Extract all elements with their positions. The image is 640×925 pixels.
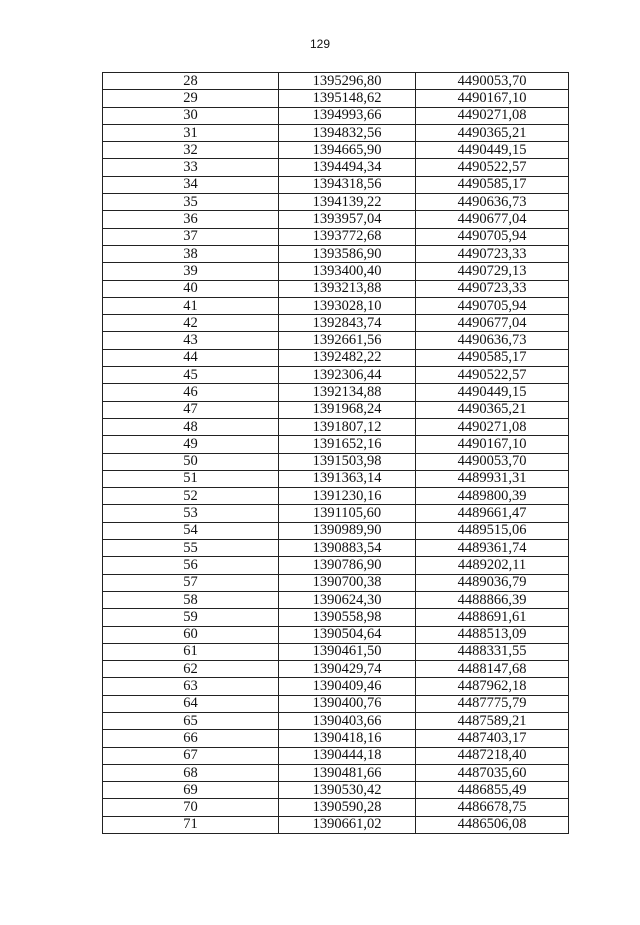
- table-row: [103, 488, 569, 505]
- y-coordinate-cell: 4490636,73: [416, 332, 569, 349]
- table-row: [103, 730, 569, 747]
- x-coordinate-cell: 1392134,88: [279, 384, 416, 401]
- table-row: [103, 245, 569, 262]
- table-row: [103, 297, 569, 314]
- y-coordinate-cell: 4490449,15: [416, 384, 569, 401]
- table-row: [103, 557, 569, 574]
- point-number-cell: 51: [103, 470, 279, 487]
- point-number-cell: 56: [103, 557, 279, 574]
- point-number-cell: 34: [103, 176, 279, 193]
- x-coordinate-cell: 1391230,16: [279, 488, 416, 505]
- x-coordinate-cell: 1393400,40: [279, 263, 416, 280]
- point-number-cell: 64: [103, 695, 279, 712]
- y-coordinate-cell: 4490365,21: [416, 124, 569, 141]
- x-coordinate-cell: 1390400,76: [279, 695, 416, 712]
- table-row: [103, 609, 569, 626]
- x-coordinate-cell: 1390481,66: [279, 764, 416, 781]
- x-coordinate-cell: 1391652,16: [279, 436, 416, 453]
- point-number-cell: 36: [103, 211, 279, 228]
- point-number-cell: 35: [103, 194, 279, 211]
- x-coordinate-cell: 1390530,42: [279, 782, 416, 799]
- y-coordinate-cell: 4488513,09: [416, 626, 569, 643]
- y-coordinate-cell: 4487589,21: [416, 712, 569, 729]
- point-number-cell: 38: [103, 245, 279, 262]
- x-coordinate-cell: 1391105,60: [279, 505, 416, 522]
- table-row: [103, 782, 569, 799]
- point-number-cell: 33: [103, 159, 279, 176]
- x-coordinate-cell: 1392306,44: [279, 367, 416, 384]
- y-coordinate-cell: 4489361,74: [416, 540, 569, 557]
- x-coordinate-cell: 1394494,34: [279, 159, 416, 176]
- y-coordinate-cell: 4490167,10: [416, 436, 569, 453]
- point-number-cell: 59: [103, 609, 279, 626]
- y-coordinate-cell: 4490677,04: [416, 315, 569, 332]
- table-row: [103, 159, 569, 176]
- y-coordinate-cell: 4489202,11: [416, 557, 569, 574]
- point-number-cell: 52: [103, 488, 279, 505]
- y-coordinate-cell: 4488147,68: [416, 661, 569, 678]
- y-coordinate-cell: 4489515,06: [416, 522, 569, 539]
- y-coordinate-cell: 4490705,94: [416, 297, 569, 314]
- x-coordinate-cell: 1390558,98: [279, 609, 416, 626]
- y-coordinate-cell: 4490271,08: [416, 107, 569, 124]
- point-number-cell: 68: [103, 764, 279, 781]
- x-coordinate-cell: 1394993,66: [279, 107, 416, 124]
- x-coordinate-cell: 1390590,28: [279, 799, 416, 816]
- table-row: [103, 90, 569, 107]
- y-coordinate-cell: 4486506,08: [416, 816, 569, 833]
- y-coordinate-cell: 4490729,13: [416, 263, 569, 280]
- y-coordinate-cell: 4490705,94: [416, 228, 569, 245]
- table-row: [103, 661, 569, 678]
- table-row: [103, 401, 569, 418]
- x-coordinate-cell: 1392843,74: [279, 315, 416, 332]
- point-number-cell: 50: [103, 453, 279, 470]
- table-row: [103, 764, 569, 781]
- point-number-cell: 32: [103, 142, 279, 159]
- y-coordinate-cell: 4490522,57: [416, 367, 569, 384]
- x-coordinate-cell: 1390504,64: [279, 626, 416, 643]
- point-number-cell: 29: [103, 90, 279, 107]
- y-coordinate-cell: 4487775,79: [416, 695, 569, 712]
- point-number-cell: 70: [103, 799, 279, 816]
- y-coordinate-cell: 4488866,39: [416, 591, 569, 608]
- point-number-cell: 57: [103, 574, 279, 591]
- x-coordinate-cell: 1392482,22: [279, 349, 416, 366]
- y-coordinate-cell: 4490585,17: [416, 349, 569, 366]
- point-number-cell: 54: [103, 522, 279, 539]
- x-coordinate-cell: 1395296,80: [279, 73, 416, 90]
- x-coordinate-cell: 1394318,56: [279, 176, 416, 193]
- table-row: [103, 522, 569, 539]
- x-coordinate-cell: 1390989,90: [279, 522, 416, 539]
- point-number-cell: 49: [103, 436, 279, 453]
- point-number-cell: 62: [103, 661, 279, 678]
- y-coordinate-cell: 4490053,70: [416, 73, 569, 90]
- x-coordinate-cell: 1391503,98: [279, 453, 416, 470]
- point-number-cell: 43: [103, 332, 279, 349]
- x-coordinate-cell: 1394139,22: [279, 194, 416, 211]
- point-number-cell: 40: [103, 280, 279, 297]
- y-coordinate-cell: 4489036,79: [416, 574, 569, 591]
- table-row: [103, 228, 569, 245]
- point-number-cell: 44: [103, 349, 279, 366]
- table-row: [103, 643, 569, 660]
- point-number-cell: 61: [103, 643, 279, 660]
- point-number-cell: 31: [103, 124, 279, 141]
- table-row: [103, 799, 569, 816]
- x-coordinate-cell: 1390786,90: [279, 557, 416, 574]
- point-number-cell: 37: [103, 228, 279, 245]
- y-coordinate-cell: 4487962,18: [416, 678, 569, 695]
- x-coordinate-cell: 1395148,62: [279, 90, 416, 107]
- x-coordinate-cell: 1390418,16: [279, 730, 416, 747]
- x-coordinate-cell: 1390883,54: [279, 540, 416, 557]
- y-coordinate-cell: 4489931,31: [416, 470, 569, 487]
- y-coordinate-cell: 4490677,04: [416, 211, 569, 228]
- y-coordinate-cell: 4489661,47: [416, 505, 569, 522]
- point-number-cell: 46: [103, 384, 279, 401]
- table-row: [103, 816, 569, 833]
- y-coordinate-cell: 4488691,61: [416, 609, 569, 626]
- point-number-cell: 39: [103, 263, 279, 280]
- x-coordinate-cell: 1390429,74: [279, 661, 416, 678]
- y-coordinate-cell: 4487403,17: [416, 730, 569, 747]
- table-row: [103, 436, 569, 453]
- table-row: [103, 73, 569, 90]
- table-row: [103, 747, 569, 764]
- page-number: 129: [309, 37, 331, 51]
- x-coordinate-cell: 1393213,88: [279, 280, 416, 297]
- point-number-cell: 42: [103, 315, 279, 332]
- y-coordinate-cell: 4490449,15: [416, 142, 569, 159]
- x-coordinate-cell: 1391968,24: [279, 401, 416, 418]
- y-coordinate-cell: 4490053,70: [416, 453, 569, 470]
- y-coordinate-cell: 4487035,60: [416, 764, 569, 781]
- table-row: [103, 712, 569, 729]
- x-coordinate-cell: 1391363,14: [279, 470, 416, 487]
- y-coordinate-cell: 4486855,49: [416, 782, 569, 799]
- point-number-cell: 48: [103, 418, 279, 435]
- table-row: [103, 349, 569, 366]
- point-number-cell: 45: [103, 367, 279, 384]
- x-coordinate-cell: 1393028,10: [279, 297, 416, 314]
- table-row: [103, 453, 569, 470]
- table-row: [103, 263, 569, 280]
- table-row: [103, 470, 569, 487]
- y-coordinate-cell: 4490723,33: [416, 280, 569, 297]
- table-row: [103, 367, 569, 384]
- point-number-cell: 60: [103, 626, 279, 643]
- point-number-cell: 63: [103, 678, 279, 695]
- x-coordinate-cell: 1393957,04: [279, 211, 416, 228]
- point-number-cell: 65: [103, 712, 279, 729]
- table-row: [103, 574, 569, 591]
- y-coordinate-cell: 4488331,55: [416, 643, 569, 660]
- x-coordinate-cell: 1390409,46: [279, 678, 416, 695]
- y-coordinate-cell: 4490636,73: [416, 194, 569, 211]
- x-coordinate-cell: 1392661,56: [279, 332, 416, 349]
- table-row: [103, 332, 569, 349]
- table-row: [103, 418, 569, 435]
- table-row: [103, 107, 569, 124]
- y-coordinate-cell: 4490522,57: [416, 159, 569, 176]
- y-coordinate-cell: 4490585,17: [416, 176, 569, 193]
- table-row: [103, 142, 569, 159]
- point-number-cell: 41: [103, 297, 279, 314]
- x-coordinate-cell: 1390403,66: [279, 712, 416, 729]
- y-coordinate-cell: 4490723,33: [416, 245, 569, 262]
- x-coordinate-cell: 1390700,38: [279, 574, 416, 591]
- point-number-cell: 53: [103, 505, 279, 522]
- x-coordinate-cell: 1390444,18: [279, 747, 416, 764]
- table-row: [103, 591, 569, 608]
- point-number-cell: 71: [103, 816, 279, 833]
- table-row: [103, 211, 569, 228]
- coordinates-table: [102, 72, 569, 834]
- x-coordinate-cell: 1390624,30: [279, 591, 416, 608]
- point-number-cell: 47: [103, 401, 279, 418]
- y-coordinate-cell: 4490167,10: [416, 90, 569, 107]
- x-coordinate-cell: 1394665,90: [279, 142, 416, 159]
- x-coordinate-cell: 1390661,02: [279, 816, 416, 833]
- y-coordinate-cell: 4487218,40: [416, 747, 569, 764]
- table-row: [103, 315, 569, 332]
- table-row: [103, 280, 569, 297]
- point-number-cell: 66: [103, 730, 279, 747]
- point-number-cell: 30: [103, 107, 279, 124]
- table-row: [103, 678, 569, 695]
- y-coordinate-cell: 4486678,75: [416, 799, 569, 816]
- point-number-cell: 67: [103, 747, 279, 764]
- point-number-cell: 28: [103, 73, 279, 90]
- table-row: [103, 540, 569, 557]
- point-number-cell: 58: [103, 591, 279, 608]
- table-row: [103, 626, 569, 643]
- y-coordinate-cell: 4490271,08: [416, 418, 569, 435]
- x-coordinate-cell: 1393772,68: [279, 228, 416, 245]
- table-row: [103, 384, 569, 401]
- x-coordinate-cell: 1390461,50: [279, 643, 416, 660]
- table-row: [103, 176, 569, 193]
- x-coordinate-cell: 1391807,12: [279, 418, 416, 435]
- point-number-cell: 69: [103, 782, 279, 799]
- table-row: [103, 505, 569, 522]
- table-row: [103, 695, 569, 712]
- table-row: [103, 124, 569, 141]
- x-coordinate-cell: 1393586,90: [279, 245, 416, 262]
- coordinates-table-body: [103, 73, 569, 834]
- y-coordinate-cell: 4489800,39: [416, 488, 569, 505]
- y-coordinate-cell: 4490365,21: [416, 401, 569, 418]
- table-row: [103, 194, 569, 211]
- x-coordinate-cell: 1394832,56: [279, 124, 416, 141]
- point-number-cell: 55: [103, 540, 279, 557]
